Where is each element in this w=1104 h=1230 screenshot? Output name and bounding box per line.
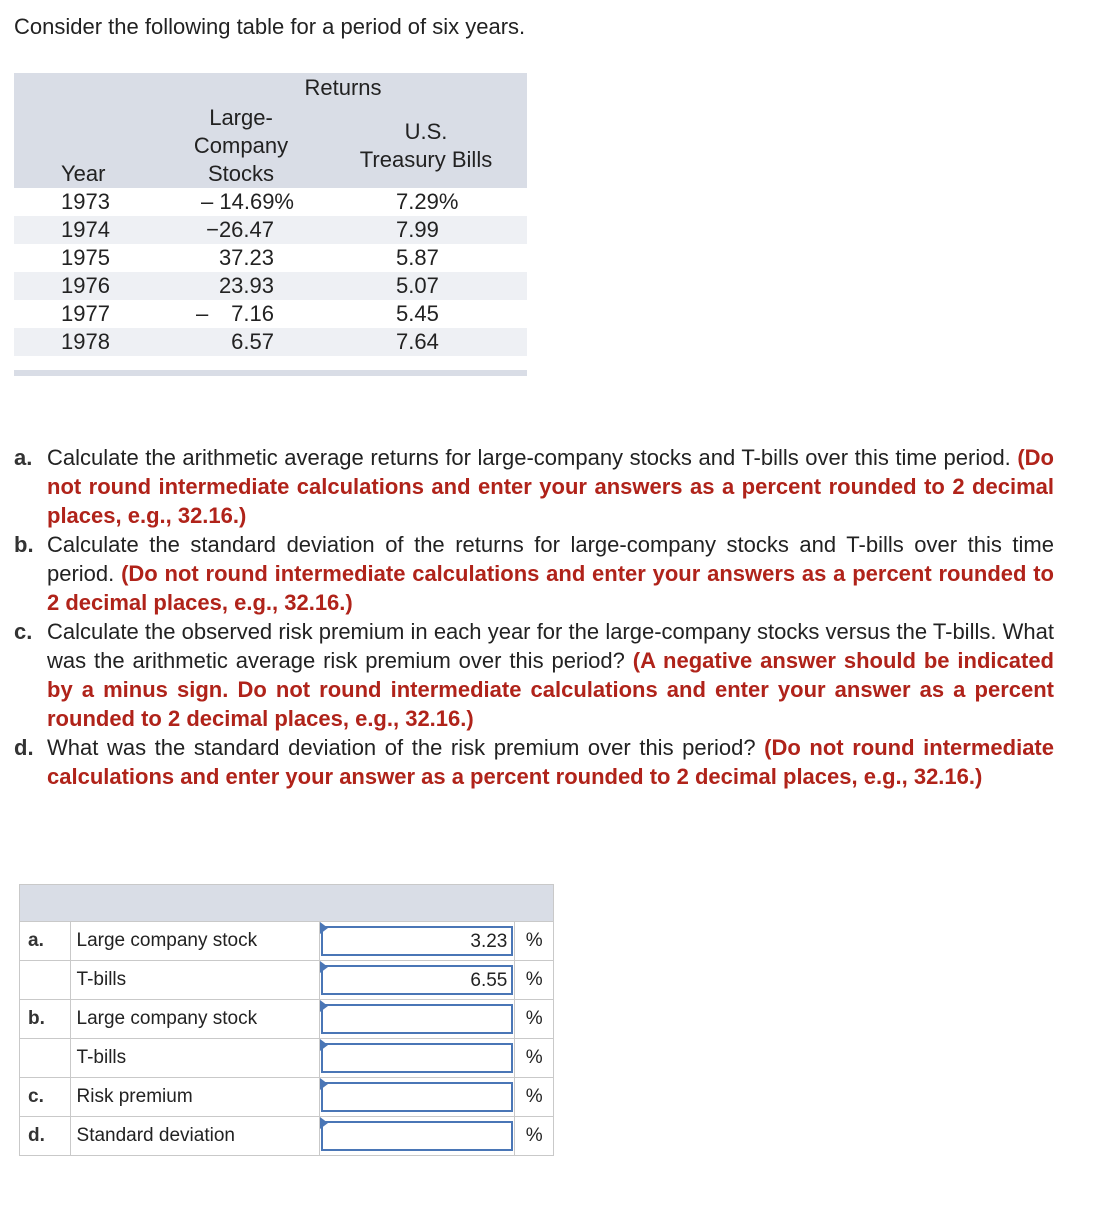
question-a bbox=[14, 443, 1054, 530]
answer-input-cell bbox=[320, 922, 515, 961]
answer-letter: d. bbox=[20, 1117, 71, 1156]
large-return-cell: 6.57 bbox=[231, 329, 274, 354]
large-return-cell: 7.16 bbox=[231, 301, 274, 326]
answer-table-header bbox=[20, 885, 554, 922]
question-label: d. bbox=[14, 735, 34, 760]
question-label: c. bbox=[14, 619, 33, 644]
large-header-line2: Company bbox=[193, 133, 289, 158]
question-label: b. bbox=[14, 532, 34, 557]
question-b bbox=[14, 530, 1054, 617]
answer-row bbox=[20, 961, 554, 1000]
answer-table bbox=[19, 884, 554, 1156]
tbill-return-cell: 7.29% bbox=[396, 189, 459, 214]
answer-letter: c. bbox=[20, 1078, 71, 1117]
answer-row bbox=[20, 1039, 554, 1078]
percent-unit: % bbox=[515, 1039, 554, 1078]
question-note: (Do not round intermediate calculations and enter your answer as a percent rounded to 2 decimal places, e.g., 32.16.) bbox=[47, 735, 1054, 789]
answer-letter bbox=[20, 961, 71, 1000]
answer-input[interactable] bbox=[321, 1043, 513, 1073]
percent-unit: % bbox=[515, 1078, 554, 1117]
question-c bbox=[14, 617, 1054, 733]
year-cell: 1976 bbox=[61, 273, 110, 298]
flag-icon bbox=[320, 1078, 328, 1090]
year-cell: 1975 bbox=[61, 245, 110, 270]
large-return-sign: – bbox=[196, 301, 209, 326]
answer-label: Standard deviation bbox=[70, 1117, 320, 1156]
answer-input[interactable] bbox=[321, 1082, 513, 1112]
answer-label: Risk premium bbox=[70, 1078, 320, 1117]
tbill-return-cell: 7.99 bbox=[396, 217, 439, 242]
answer-row bbox=[20, 922, 554, 961]
percent-unit: % bbox=[515, 961, 554, 1000]
tbill-return-cell: 5.45 bbox=[396, 301, 439, 326]
year-cell: 1973 bbox=[61, 189, 110, 214]
answer-label: T-bills bbox=[70, 1039, 320, 1078]
tbill-return-cell: 7.64 bbox=[396, 329, 439, 354]
tbill-header-line1: U.S. bbox=[404, 119, 448, 144]
answer-letter: a. bbox=[20, 922, 71, 961]
table-row bbox=[14, 244, 527, 272]
large-return-cell: −26.47 bbox=[206, 217, 274, 242]
large-return-cell: 37.23 bbox=[218, 245, 274, 270]
answer-label: Large company stock bbox=[70, 922, 320, 961]
percent-unit: % bbox=[515, 922, 554, 961]
question-text: Calculate the arithmetic average returns for large-company stocks and T-bills over this time period. (Do not round intermediate calculations and enter your answers as a percent rounded to 2 decimal places, e.g., 32.16.) bbox=[47, 445, 1054, 528]
answer-input-cell bbox=[320, 1039, 515, 1078]
question-note: (A negative answer should be indicated by a minus sign. Do not round intermediate calculations and enter your answer as a percent rounded to 2 decimal places, e.g., 32.16.) bbox=[47, 648, 1054, 731]
percent-unit: % bbox=[515, 1117, 554, 1156]
year-header: Year bbox=[61, 161, 106, 186]
question-label: a. bbox=[14, 445, 33, 470]
answer-input-cell bbox=[320, 961, 515, 1000]
answer-label: T-bills bbox=[70, 961, 320, 1000]
returns-table-header bbox=[14, 73, 527, 188]
year-cell: 1978 bbox=[61, 329, 110, 354]
table-row bbox=[14, 216, 527, 244]
year-cell: 1977 bbox=[61, 301, 110, 326]
table-bottom-rule bbox=[14, 370, 527, 376]
tbill-return-cell: 5.87 bbox=[396, 245, 439, 270]
question-text: Calculate the standard deviation of the returns for large-company stocks and T-bills over this time period. (Do not round intermediate calculations and enter your answers as a percent rounded to 2 decimal places, e.g., 32.16.) bbox=[47, 532, 1054, 615]
flag-icon bbox=[320, 922, 328, 934]
answer-input[interactable] bbox=[321, 1121, 513, 1151]
large-return-cell: 23.93 bbox=[218, 273, 274, 298]
table-row bbox=[14, 328, 527, 356]
answer-input-cell bbox=[320, 1000, 515, 1039]
percent-unit: % bbox=[515, 1000, 554, 1039]
answer-input[interactable] bbox=[321, 1004, 513, 1034]
table-row bbox=[14, 300, 527, 328]
flag-icon bbox=[320, 1000, 328, 1012]
returns-group-header: Returns bbox=[304, 75, 382, 100]
questions bbox=[14, 443, 1054, 791]
tbill-header-line2: Treasury Bills bbox=[359, 147, 493, 172]
large-return-cell: – 14.69% bbox=[201, 189, 294, 214]
flag-icon bbox=[320, 961, 328, 973]
flag-icon bbox=[320, 1117, 328, 1129]
question-note: (Do not round intermediate calculations and enter your answers as a percent rounded to 2 decimal places, e.g., 32.16.) bbox=[47, 445, 1054, 528]
answer-input[interactable]: 6.55 bbox=[321, 965, 513, 995]
question-d bbox=[14, 733, 1054, 791]
answer-letter bbox=[20, 1039, 71, 1078]
flag-icon bbox=[320, 1039, 328, 1051]
answer-input[interactable]: 3.23 bbox=[321, 926, 513, 956]
table-row bbox=[14, 272, 527, 300]
table-row bbox=[14, 188, 527, 216]
answer-input-cell bbox=[320, 1117, 515, 1156]
answer-letter: b. bbox=[20, 1000, 71, 1039]
question-text: What was the standard deviation of the risk premium over this period? (Do not round intermediate calculations and enter your answer as a percent rounded to 2 decimal places, e.g., 32.16.) bbox=[47, 735, 1054, 789]
question-note: (Do not round intermediate calculations and enter your answers as a percent rounded to 2 decimal places, e.g., 32.16.) bbox=[47, 561, 1054, 615]
returns-table bbox=[14, 73, 527, 376]
intro-text: Consider the following table for a period of six years. bbox=[14, 14, 526, 39]
question-text: Calculate the observed risk premium in each year for the large-company stocks versus the T-bills. What was the arithmetic average risk premium over this period? (A negative answer should be indicated by a minus sign. Do not round intermediate calculations and enter your answer as a percent rounded to 2 decimal places, e.g., 32.16.) bbox=[47, 619, 1054, 731]
large-header-line3: Stocks bbox=[207, 161, 275, 186]
answer-row bbox=[20, 1000, 554, 1039]
answer-input-cell bbox=[320, 1078, 515, 1117]
answer-row bbox=[20, 1078, 554, 1117]
year-cell: 1974 bbox=[61, 217, 110, 242]
large-header-line1: Large- bbox=[209, 105, 273, 130]
tbill-return-cell: 5.07 bbox=[396, 273, 439, 298]
answer-label: Large company stock bbox=[70, 1000, 320, 1039]
answer-row bbox=[20, 1117, 554, 1156]
